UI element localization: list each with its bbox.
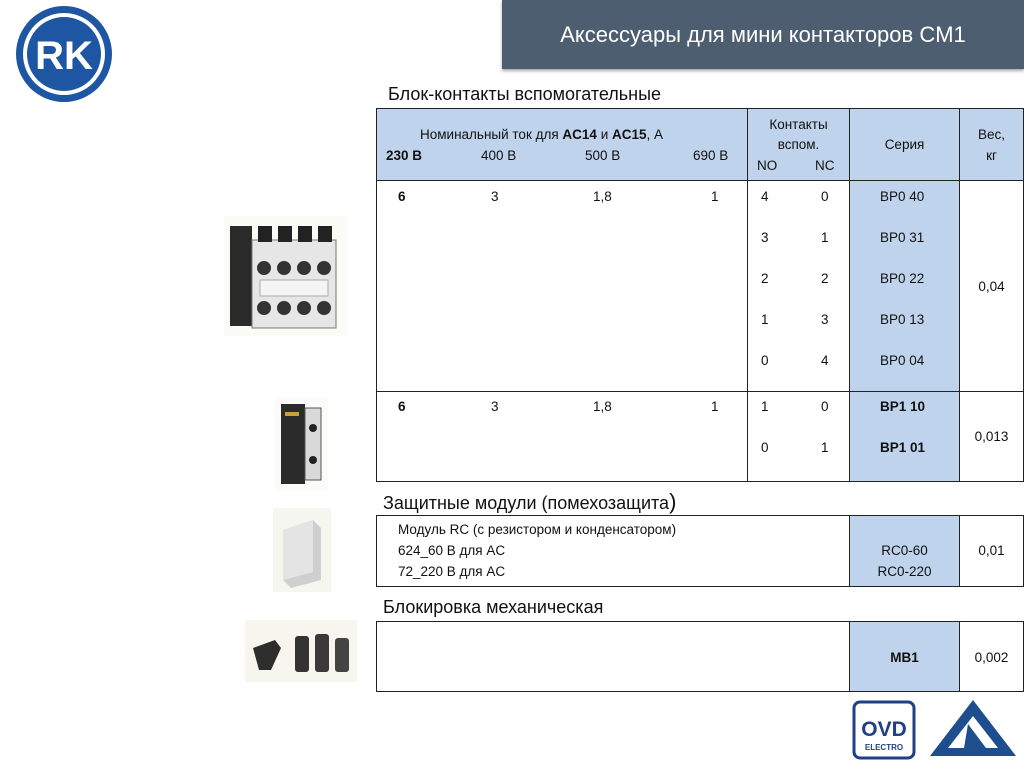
group2-row1-no: 1 bbox=[761, 399, 769, 414]
group1-current-230: 6 bbox=[398, 189, 406, 204]
group1-row4-series: BP0 13 bbox=[880, 312, 925, 327]
header-voltage-230: 230 В bbox=[386, 148, 423, 163]
group2-current-500: 1,8 bbox=[593, 399, 612, 414]
header-contacts-line1: Контакты bbox=[769, 117, 828, 132]
group1-row1-series: BP0 40 bbox=[880, 189, 925, 204]
group1-row2-series: BP0 31 bbox=[880, 230, 925, 245]
group1-row4-no: 1 bbox=[761, 312, 769, 327]
header-weight-line1: Вес, bbox=[977, 127, 1005, 142]
header-no: NO bbox=[757, 158, 778, 173]
group1-row2-no: 3 bbox=[761, 230, 769, 245]
header-weight-cell bbox=[959, 108, 1024, 181]
group1-row1-nc: 0 bbox=[821, 189, 829, 204]
section-protective-title: Защитные модули (помехозащита) bbox=[383, 489, 677, 514]
mb-series: MB1 bbox=[890, 650, 919, 665]
section-aux-contacts-title: Блок-контакты вспомогательные bbox=[388, 84, 662, 104]
group2-row1-series: BP1 10 bbox=[880, 399, 926, 414]
group2-row1-nc: 0 bbox=[821, 399, 829, 414]
mechanical-interlock-photo bbox=[245, 620, 357, 682]
rc-module-photo bbox=[273, 508, 331, 592]
group1-row5-series: BP0 04 bbox=[880, 353, 925, 368]
title-bar bbox=[502, 0, 1024, 69]
mb-weight: 0,002 bbox=[974, 650, 1009, 665]
group1-row5-no: 0 bbox=[761, 353, 769, 368]
header-voltage-690: 690 В bbox=[693, 148, 729, 163]
header-current-label: Номинальный ток для AC14 и AC15, А bbox=[420, 127, 664, 142]
page-title: Аксессуары для мини контакторов CM1 bbox=[560, 21, 966, 47]
rc-line2: 624_60 В для AC bbox=[398, 543, 506, 558]
group2-row2-nc: 1 bbox=[821, 440, 829, 455]
group2-row2-series: BP1 01 bbox=[880, 440, 926, 455]
triangle-company-logo bbox=[928, 698, 1018, 760]
group2-current-690: 1 bbox=[711, 399, 719, 414]
side-contact-block-photo bbox=[275, 398, 328, 490]
mb-description-cell bbox=[376, 621, 850, 692]
group1-current-400: 3 bbox=[491, 189, 499, 204]
group2-weight: 0,013 bbox=[974, 429, 1009, 444]
header-voltage-400: 400 В bbox=[481, 148, 517, 163]
ovd-electro-logo bbox=[852, 700, 916, 760]
group1-current-500: 1,8 bbox=[593, 189, 612, 204]
header-current-cell bbox=[376, 108, 748, 181]
rk-logo-text: RK bbox=[35, 34, 93, 78]
group1-row5-nc: 4 bbox=[821, 353, 829, 368]
group1-weight: 0,04 bbox=[978, 279, 1005, 294]
rc-weight: 0,01 bbox=[978, 543, 1005, 558]
group2-row2-no: 0 bbox=[761, 440, 769, 455]
ovd-logo-text: OVD bbox=[861, 718, 907, 741]
group2-current-cell bbox=[376, 391, 748, 482]
header-contacts-line2: вспом. bbox=[777, 137, 820, 152]
group1-row3-nc: 2 bbox=[821, 271, 829, 286]
section-mechanical-title: Блокировка механическая bbox=[383, 597, 604, 617]
header-weight-line2: кг bbox=[986, 148, 997, 163]
aux-contact-block-photo bbox=[224, 216, 348, 336]
ovd-logo-subtext: ELECTRO bbox=[864, 743, 904, 752]
group1-row2-nc: 1 bbox=[821, 230, 829, 245]
group1-row3-series: BP0 22 bbox=[880, 271, 925, 286]
rk-logo bbox=[11, 3, 117, 105]
group1-current-cell bbox=[376, 180, 748, 392]
rc-series-1: RC0-60 bbox=[881, 543, 928, 558]
group1-row3-no: 2 bbox=[761, 271, 769, 286]
group1-current-690: 1 bbox=[711, 189, 719, 204]
rc-line1: Модуль RC (с резистором и конденсатором) bbox=[398, 522, 677, 537]
header-series: Серия bbox=[884, 137, 925, 152]
header-voltage-500: 500 В bbox=[585, 148, 621, 163]
rc-series-2: RC0-220 bbox=[877, 564, 932, 579]
group2-current-400: 3 bbox=[491, 399, 499, 414]
group1-row4-nc: 3 bbox=[821, 312, 829, 327]
group2-current-230: 6 bbox=[398, 399, 406, 414]
group1-row1-no: 4 bbox=[761, 189, 769, 204]
rc-line3: 72_220 В для AC bbox=[398, 564, 506, 579]
header-nc: NC bbox=[815, 158, 835, 173]
